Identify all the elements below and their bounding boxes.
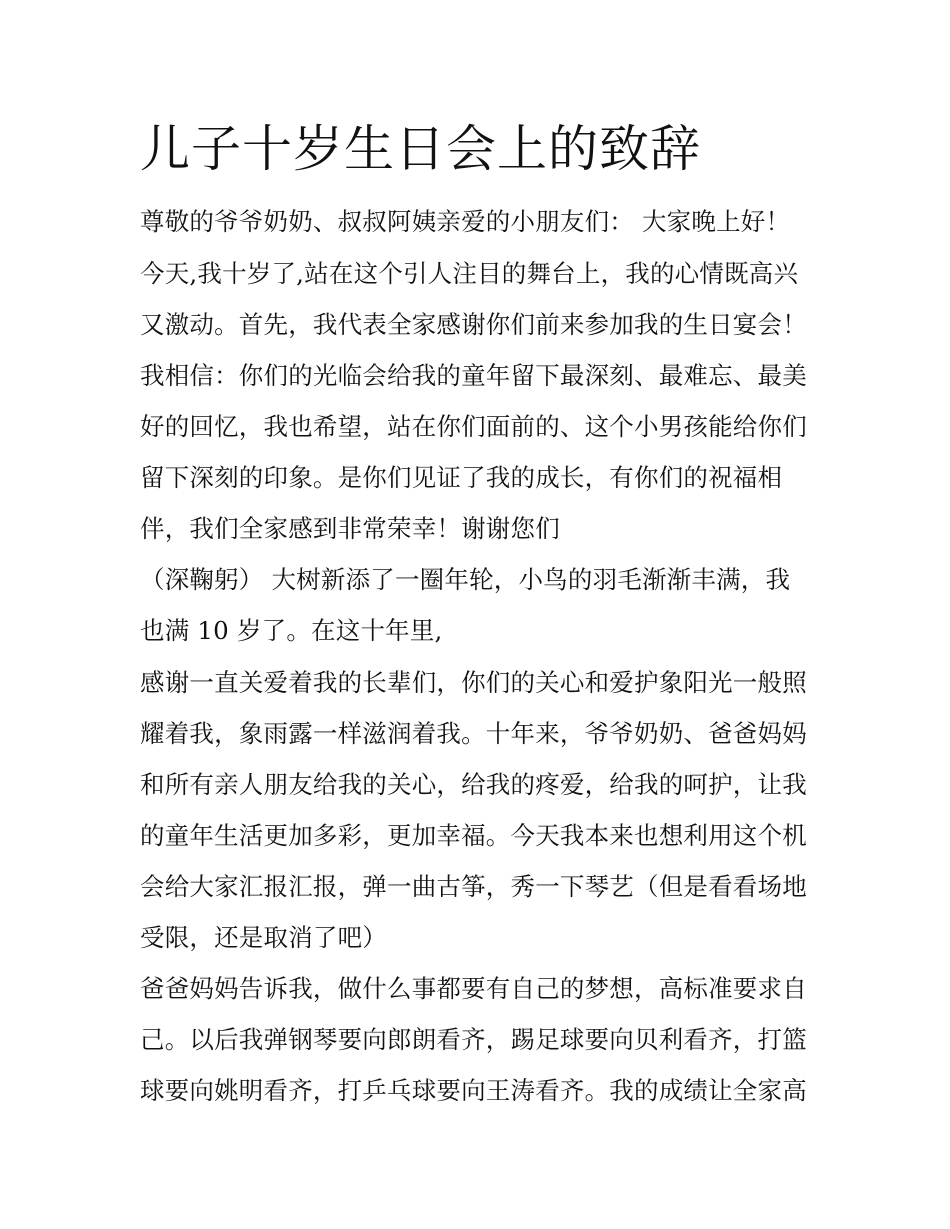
page-title: 儿子十岁生日会上的致辞 <box>140 120 701 178</box>
paragraph-line: 己。以后我弹钢琴要向郎朗看齐，踢足球要向贝利看齐，打篮 <box>140 1025 807 1054</box>
paragraph-line: 的童年生活更加多彩，更加幸福。今天我本来也想利用这个机 <box>140 821 807 850</box>
paragraph-line: 留下深刻的印象。是你们见证了我的成长，有你们的祝福相 <box>140 463 783 492</box>
paragraph-line: 爸爸妈妈告诉我，做什么事都要有自己的梦想，高标准要求自 <box>140 974 807 1003</box>
paragraph-line: 伴，我们全家感到非常荣幸！谢谢您们 <box>140 514 560 543</box>
paragraph-line: 和所有亲人朋友给我的关心，给我的疼爱，给我的呵护，让我 <box>140 770 807 799</box>
paragraph-line: 好的回忆，我也希望，站在你们面前的、这个小男孩能给你们 <box>140 412 807 441</box>
paragraph-line: 今天,我十岁了,站在这个引人注目的舞台上，我的心情既高兴 <box>140 259 799 288</box>
paragraph-line: 尊敬的爷爷奶奶、叔叔阿姨亲爱的小朋友们： 大家晚上好！ <box>140 207 791 236</box>
paragraph-line: 我相信：你们的光临会给我的童年留下最深刻、最难忘、最美 <box>140 361 807 390</box>
paragraph-line: 也满 10 岁了。在这十年里, <box>140 616 443 645</box>
paragraph-line: 又激动。首先，我代表全家感谢你们前来参加我的生日宴会！ <box>140 310 807 339</box>
paragraph-line: 球要向姚明看齐，打乒乓球要向王涛看齐。我的成绩让全家高 <box>140 1076 807 1105</box>
paragraph-line: 感谢一直关爱着我的长辈们，你们的关心和爱护象阳光一般照 <box>140 668 807 697</box>
paragraph-line: 耀着我，象雨露一样滋润着我。十年来，爷爷奶奶、爸爸妈妈 <box>140 719 807 748</box>
paragraph-line: 受限，还是取消了吧） <box>140 923 387 952</box>
paragraph-line: （深鞠躬） 大树新添了一圈年轮，小鸟的羽毛渐渐丰满，我 <box>140 565 791 594</box>
paragraph-line: 会给大家汇报汇报，弹一曲古筝，秀一下琴艺（但是看看场地 <box>140 872 807 901</box>
